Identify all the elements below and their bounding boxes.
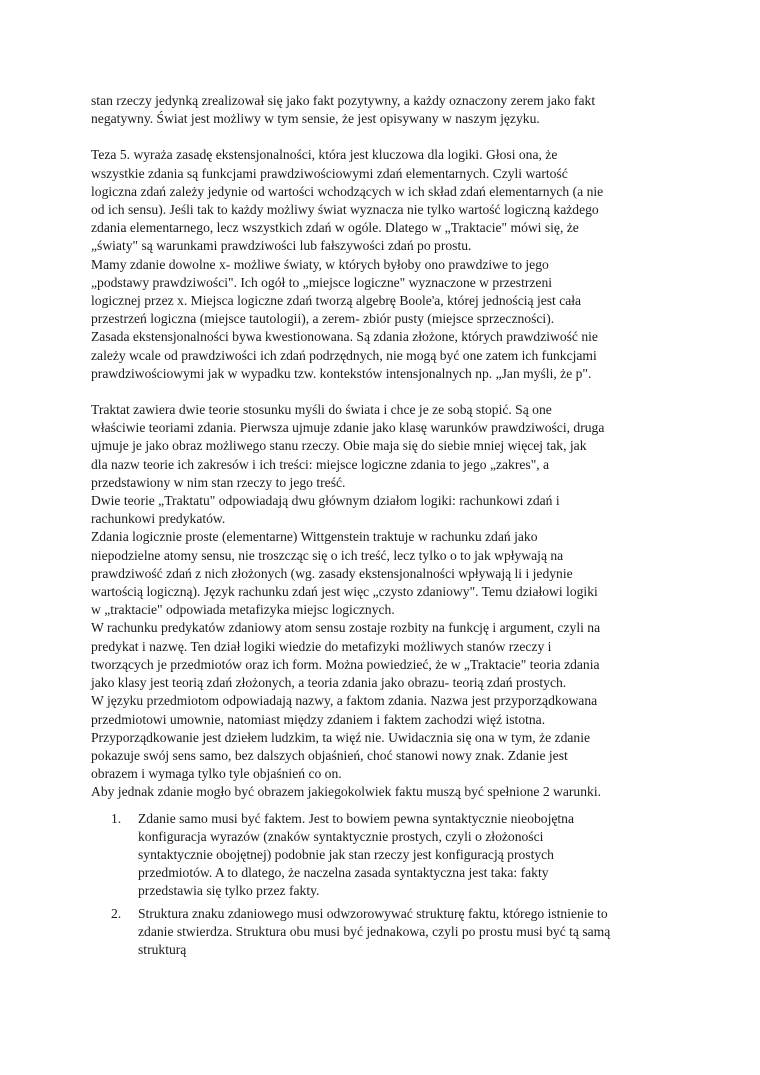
text-line: Teza 5. wyraża zasadę ekstensjonalności, która jest kluczowa dla logiki. Głosi ona, że	[91, 147, 558, 163]
text-line: konfiguracja wyrazów (znaków syntaktycznie prostych, czyli o złożoności	[138, 828, 544, 844]
text-line: wartością logiczną). Język rachunku zdań jest więc „czysto zdaniowy". Temu działowi logiki	[91, 584, 598, 600]
text-line: syntaktycznie obojętnej) podobnie jak stan rzeczy jest konfiguracją prostych	[138, 846, 554, 862]
text-line: strukturą	[138, 941, 187, 957]
text-line: właściwie teoriami zdania. Pierwsza ujmuje zdanie jako klasę warunków prawdziwości, druga	[91, 420, 605, 436]
list-number: 1.	[111, 810, 122, 826]
paragraph-2	[91, 146, 681, 383]
text-line: Dwie teorie „Traktatu" odpowiadają dwu głównym działom logiki: rachunkowi zdań i	[91, 493, 560, 509]
text-line: stan rzeczy jedynką zrealizował się jako fakt pozytywny, a każdy oznaczony zerem jako fakt	[91, 93, 596, 108]
text-line: od ich sensu). Jeśli tak to każdy możliwy świat wyznacza nie tylko wartość logiczną każdego	[91, 202, 599, 218]
list-item	[91, 810, 681, 901]
text-line: Struktura znaku zdaniowego musi odwzorowywać strukturę faktu, którego istnienie to	[138, 905, 608, 921]
text-line: Zasada ekstensjonalności bywa kwestionowana. Są zdania złożone, których prawdziwość nie	[91, 329, 598, 345]
text-line: ujmuje je jako obraz możliwego stanu rzeczy. Obie maja się do siebie mniej więcej tak, jak	[91, 438, 587, 454]
text-line: pokazuje swój sens samo, bez dalszych objaśnień, choć stanowi nowy znak. Zdanie jest	[91, 747, 568, 763]
text-line: predykat i nazwę. Ten dział logiki wiedzie do metafizyki możliwych stanów rzeczy i	[91, 638, 552, 654]
text-line: prawdziwość zdań z nich złożonych (wg. zasady ekstensjonalności wpływają li i jedynie	[91, 565, 573, 581]
text-line: niepodzielne atomy sensu, nie troszcząc się o ich treść, lecz tylko o to jak wpływają na	[91, 547, 564, 563]
text-line: wszystkie zdania są funkcjami prawdziwościowymi zdań elementarnych. Czyli wartość	[91, 165, 568, 181]
text-line: prawdziwościowymi jak w wypadku tzw. kontekstów intensjonalnych np. „Jan myśli, że p".	[91, 365, 592, 381]
text-line: przedstawiony w nim stan rzeczy to jego treść.	[91, 474, 346, 490]
text-line: „podstawy prawdziwości". Ich ogół to „miejsce logiczne" wyznaczone w przestrzeni	[91, 274, 553, 290]
text-line: tworzących je przedmiotów oraz ich form. Można powiedzieć, że w „Traktacie" teoria zdania	[91, 656, 600, 672]
text-line: przedmiotowi umownie, natomiast między zdaniem i faktem zachodzi więź istotna.	[91, 711, 546, 727]
text-line: przestrzeń logiczna (miejsce tautologii), a zerem- zbiór pusty (miejsce sprzeczności).	[91, 311, 555, 327]
text-line: W rachunku predykatów zdaniowy atom sensu zostaje rozbity na funkcję i argument, czyli na	[91, 620, 601, 636]
text-line: Mamy zdanie dowolne x- możliwe światy, w których byłoby ono prawdziwe to jego	[91, 256, 549, 272]
paragraph-1	[91, 92, 681, 128]
text-line: zdania elementarnego, lecz wszystkich zdań w ogóle. Dlatego w „Traktacie" mówi się, że	[91, 220, 579, 236]
text-line: Zdania logicznie proste (elementarne) Wittgenstein traktuje w rachunku zdań jako	[91, 529, 538, 545]
text-line: „światy" są warunkami prawdziwości lub fałszywości zdań po prostu.	[91, 238, 472, 254]
document-page	[91, 92, 681, 963]
text-line: zależy wcale od prawdziwości ich zdań podrzędnych, nie mogą być one zatem ich funkcjami	[91, 347, 597, 363]
text-line: Zdanie samo musi być faktem. Jest to bowiem pewna syntaktycznie nieobojętna	[138, 810, 575, 826]
text-line: Aby jednak zdanie mogło być obrazem jakiegokolwiek faktu muszą być spełnione 2 warunki.	[91, 784, 601, 800]
text-line: dla nazw teorie ich zakresów i ich treści: miejsce logiczne zdania to jego „zakres", a	[91, 456, 550, 472]
text-line: obrazem i wymaga tylko tyle objaśnień co on.	[91, 766, 342, 782]
text-line: przedstawia się tylko przez fakty.	[138, 883, 320, 899]
text-line: rachunkowi predykatów.	[91, 511, 226, 527]
text-line: jako klasy jest teorią zdań złożonych, a teoria zdania jako obrazu- teorią zdań prostych.	[91, 675, 567, 691]
text-line: logicznej przez x. Miejsca logiczne zdań tworzą algebrę Boole'a, której jednością jest cała	[91, 293, 582, 309]
text-line: przedmiotów. A to dlatego, że naczelna zasada syntaktyczna jest taka: fakty	[138, 865, 549, 881]
text-line: W języku przedmiotom odpowiadają nazwy, a faktom zdania. Nazwa jest przyporządkowana	[91, 693, 598, 709]
text-line: logiczna zdań zależy jedynie od wartości wchodzących w ich skład zdań elementarnych (a nie	[91, 183, 604, 199]
numbered-list	[91, 810, 681, 960]
text-line: w „traktacie" odpowiada metafizyka miejsc logicznych.	[91, 602, 395, 618]
text-line: Przyporządkowanie jest dziełem ludzkim, ta więź nie. Uwidacznia się ona w tym, że zdanie	[91, 729, 591, 745]
text-line: zdanie stwierdza. Struktura obu musi być jednakowa, czyli po prostu musi być tą samą	[138, 923, 611, 939]
list-item	[91, 905, 681, 960]
text-line: negatywny. Świat jest możliwy w tym sensie, że jest opisywany w naszym języku.	[91, 111, 540, 127]
paragraph-3	[91, 401, 681, 801]
list-number: 2.	[111, 905, 122, 921]
text-line: Traktat zawiera dwie teorie stosunku myśli do świata i chce je ze sobą stopić. Są one	[91, 402, 552, 418]
